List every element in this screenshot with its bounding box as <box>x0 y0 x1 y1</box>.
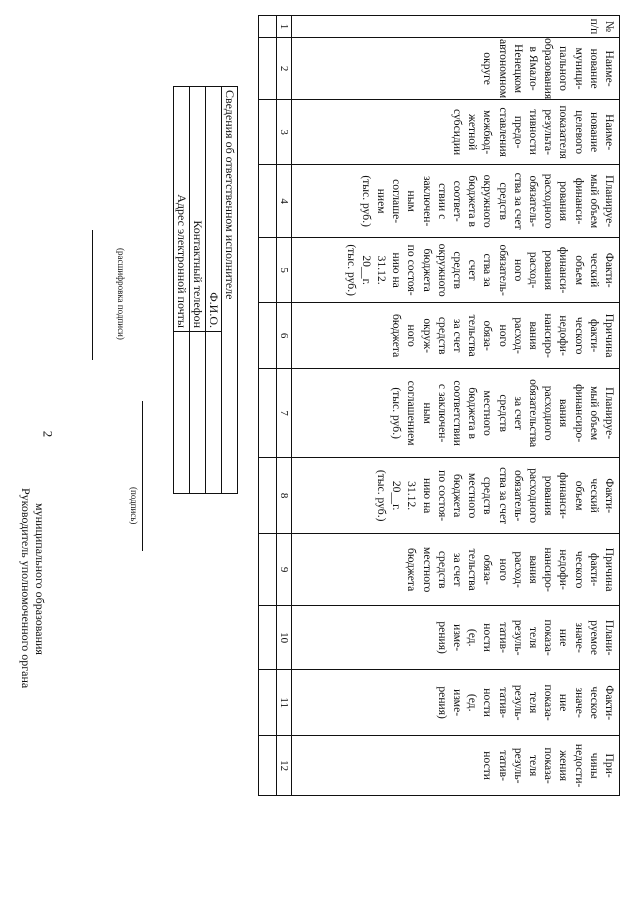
column-number: 5 <box>277 238 292 303</box>
column-number: 10 <box>277 606 292 670</box>
header-cell: Причина факти- ческого недофи- нансиро- вания расход- ного обяза- тельства за счет средств местного бюджета <box>292 534 620 606</box>
column-number-row <box>277 16 292 796</box>
column-number: 1 <box>277 16 292 38</box>
header-cell: Факти- ческий объем финанси- рования расходного обязатель- ства за счет средств местного бюджета по состоя- нию на 31.12. 20__г. (тыс. руб.) <box>292 458 620 534</box>
contact-label-phone: Контактный телефон <box>190 87 206 332</box>
head-title-line2: муниципального образования <box>33 503 47 655</box>
column-number: 11 <box>277 670 292 736</box>
column-number: 7 <box>277 369 292 458</box>
signature-caption: (подпись) <box>129 487 139 525</box>
decode-caption: (расшифровка подписи) <box>116 248 126 340</box>
column-number: 2 <box>277 38 292 100</box>
header-row <box>292 16 620 796</box>
column-number: 8 <box>277 458 292 534</box>
header-cell: Наиме- нование муници- пального образования в Ямало- Ненецком автономном округе <box>292 38 620 100</box>
contact-value-name <box>206 332 222 494</box>
header-cell: При- чины недости- жения показа- теля резуль- татив- ности <box>292 736 620 796</box>
header-cell: Планируе- мый объем финанси- рования расходного обязатель- ства за счет средств окружного бюджета в соответ- ствии с заключен- ным соглаше- нием (тыс. руб.) <box>292 165 620 238</box>
column-number: 3 <box>277 100 292 165</box>
header-cell: Планируе- мый объем финансиро- вания расходного обязательства за счет средств местного бюджета в соответствии с заключен- ным соглашением (тыс. руб.) <box>292 369 620 458</box>
contact-label-name: Ф.И.О. <box>206 87 222 332</box>
column-number: 6 <box>277 303 292 369</box>
contact-value-email <box>174 332 190 494</box>
contact-title: Сведения об ответственном исполнителе <box>222 87 238 494</box>
signature-line <box>142 401 143 551</box>
contact-table <box>173 86 238 494</box>
decode-line <box>92 230 93 360</box>
contact-label-email: Адрес электронной почты <box>174 87 190 332</box>
report-table <box>258 15 620 796</box>
header-cell: Факти- ческий объем финанси- рования расход- ного обязатель- ства за счет средств окружного бюджета по состоя- нию на 31.12. 20__г. (тыс. руб.) <box>292 238 620 303</box>
column-number: 12 <box>277 736 292 796</box>
contact-value-phone <box>190 332 206 494</box>
header-cell: Причина факти- ческого недофи- нансиро- вания расход- ного обяза- тельства за счет средств окруж- ного бюджета <box>292 303 620 369</box>
header-cell: Факти- ческое значе- ние показа- теля резуль- татив- ности (ед. изме- рения) <box>292 670 620 736</box>
page-number: 2 <box>40 430 56 438</box>
header-cell: № п/п <box>292 16 620 38</box>
empty-row <box>259 16 277 796</box>
header-cell: Плани- руемое значе- ние показа- теля резуль- татив- ности (ед. изме- рения) <box>292 606 620 670</box>
header-cell: Наиме- нование целевого показателя результа- тивности предо- ставления межбюд- жетной субсидии <box>292 100 620 165</box>
head-title-line1: Руководитель уполномоченного органа <box>19 488 33 689</box>
column-number: 9 <box>277 534 292 606</box>
column-number: 4 <box>277 165 292 238</box>
